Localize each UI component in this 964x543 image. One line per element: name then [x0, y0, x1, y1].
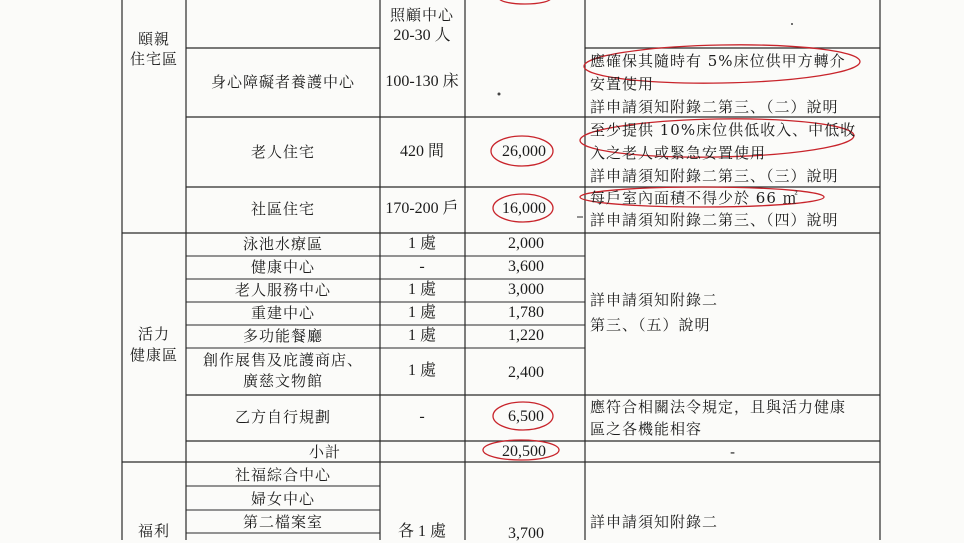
elderly-housing-note-line1: 至少提供 10%床位供低收入、中低收 [590, 121, 857, 139]
rebuild-area: 1,780 [508, 304, 544, 321]
care-center-scale-line1: 照顧中心 [389, 6, 455, 24]
dining-scale: 1 處 [407, 327, 437, 344]
community-housing-name: 社區住宅 [250, 200, 316, 218]
disabled-name: 身心障礙者養護中心 [210, 73, 356, 91]
elderly-housing-note-line3: 詳申請須知附錄二第三、（三）說明 [590, 167, 839, 185]
annotation-ellipse-top [499, 0, 551, 4]
subtotal-label: 小計 [308, 443, 342, 461]
creative-name-line1: 創作展售及庇護商店、 [202, 351, 364, 369]
self-plan-area: 6,500 [508, 408, 544, 425]
elderly-housing-area: 26,000 [502, 143, 546, 160]
community-housing-note-line1: 每戶室內面積不得少於 66 ㎡ [590, 189, 799, 207]
subtotal-area: 20,500 [502, 443, 546, 460]
health-scale: - [419, 258, 425, 275]
community-housing-area: 16,000 [502, 200, 546, 217]
creative-scale: 1 處 [407, 362, 437, 379]
welfare-group-scale: 各 1 處 [397, 523, 447, 540]
vitality-note-line2: 第三、（五）說明 [590, 316, 711, 334]
zone-label-b-line1: 活力 [137, 325, 171, 343]
disabled-note-line3: 詳申請須知附錄二第三、（二）說明 [590, 98, 839, 116]
disabled-scale: 100-130 床 [385, 73, 459, 90]
creative-area: 2,400 [508, 364, 544, 381]
senior-service-area: 3,000 [508, 281, 544, 298]
self-plan-name: 乙方自行規劃 [234, 408, 332, 426]
health-area: 3,600 [508, 258, 544, 275]
pool-scale: 1 處 [407, 235, 437, 252]
creative-name-line2: 廣慈文物館 [242, 372, 324, 390]
self-plan-note-line1: 應符合相關法令規定，且與活力健康 [590, 398, 847, 416]
rebuild-scale: 1 處 [407, 304, 437, 321]
self-plan-note-line2: 區之各機能相容 [590, 420, 703, 438]
elderly-housing-note-line2: 入之老人或緊急安置使用 [590, 144, 767, 162]
welfare-group-note-line1: 詳申請須知附錄二 [590, 513, 719, 531]
zone-label-a-line2: 住宅區 [129, 50, 179, 68]
subtotal-note: - [729, 443, 737, 461]
vitality-note-line1: 詳申請須知附錄二 [590, 291, 719, 309]
elderly-housing-name: 老人住宅 [250, 143, 316, 161]
community-housing-note-line2: 詳申請須知附錄二第三、（四）說明 [590, 211, 839, 229]
zone-label-a-line1: 頤親 [137, 30, 171, 48]
self-plan-scale: - [419, 408, 425, 425]
zone-label-b-line2: 健康區 [129, 346, 179, 364]
dining-name: 多功能餐廳 [242, 327, 324, 345]
rebuild-name: 重建中心 [250, 304, 316, 322]
community-housing-scale: 170-200 戶 [385, 200, 459, 217]
welfare-group-area: 3,700 [508, 525, 544, 542]
pool-name: 泳池水療區 [242, 235, 324, 253]
elderly-housing-scale: 420 間 [399, 143, 445, 160]
women-center-name: 婦女中心 [250, 490, 316, 508]
disabled-note-line1: 應確保其隨時有 5%床位供甲方轉介 [590, 52, 846, 70]
archives-name: 第二檔案室 [242, 513, 324, 531]
zone-label-c-line1: 福利 [137, 522, 171, 540]
welfare-center-name: 社福綜合中心 [234, 466, 332, 484]
health-name: 健康中心 [250, 258, 316, 276]
disabled-note-line2: 安置使用 [590, 75, 655, 93]
senior-service-name: 老人服務中心 [234, 281, 332, 299]
dining-area: 1,220 [508, 327, 544, 344]
senior-service-scale: 1 處 [407, 281, 437, 298]
care-center-scale-line2: 20-30 人 [393, 27, 451, 44]
pool-area: 2,000 [508, 235, 544, 252]
